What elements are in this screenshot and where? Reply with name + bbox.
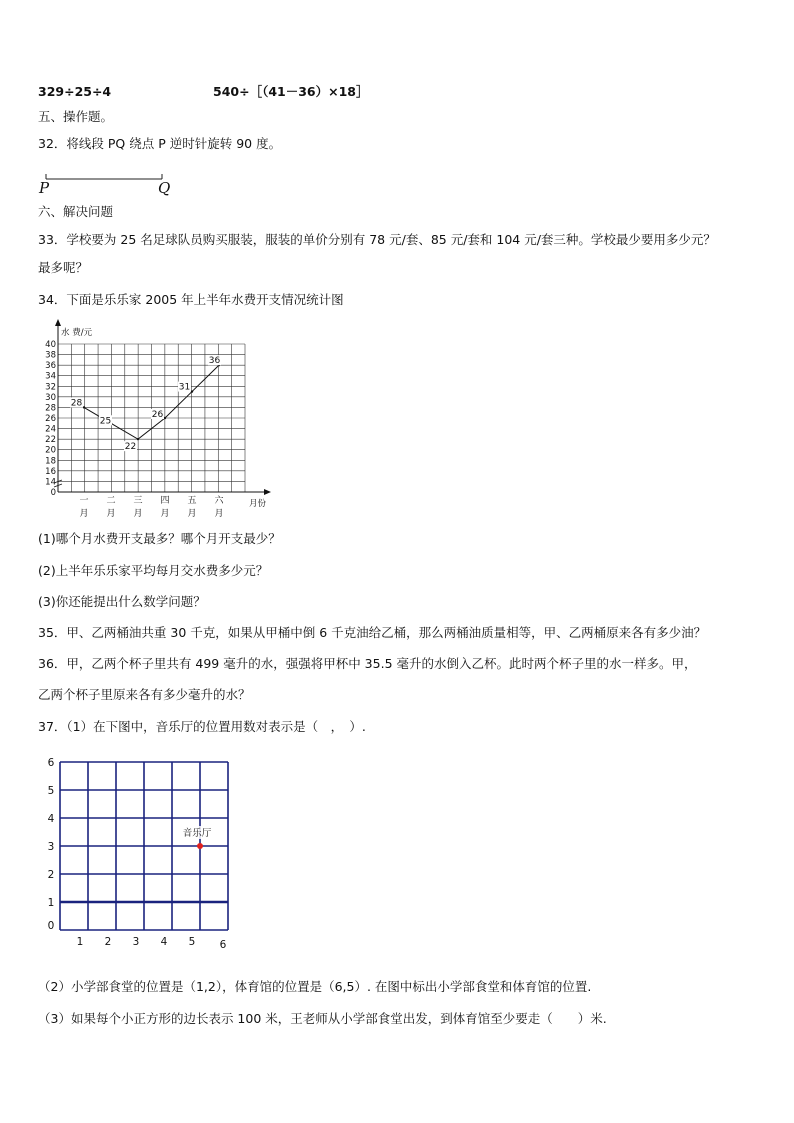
chart-data-point <box>137 438 139 440</box>
question-32: 32．将线段 PQ 绕点 P 逆时针旋转 90 度。 <box>38 136 282 151</box>
grid-y-label: 4 <box>47 813 55 825</box>
chart-y-tick-label: 26 <box>45 414 56 424</box>
section-6-heading: 六、解决问题 <box>38 204 114 219</box>
concert-hall-label: 音乐厅 <box>182 828 212 839</box>
chart-y-tick-label: 20 <box>45 445 56 456</box>
question-36-line1: 36．甲，乙两个杯子里共有 499 毫升的水，强强将甲杯中 35.5 毫升的水倒入乙杯。此时两个杯子里的水一样多。甲， <box>38 656 697 671</box>
grid-x-label: 3 <box>132 936 140 948</box>
chart-x-tick-label-bottom: 月 <box>133 509 143 519</box>
chart-y-axis-title: 水 费/元 <box>61 328 93 338</box>
grid-x-label: 1 <box>76 936 84 948</box>
grid-y-label: 2 <box>47 869 55 881</box>
chart-data-label: 22 <box>124 442 137 453</box>
chart-data-label: 36 <box>208 356 221 367</box>
question-34: 34．下面是乐乐家 2005 年上半年水费开支情况统计图 <box>38 292 344 307</box>
chart-x-tick-label-top: 一 <box>79 496 89 506</box>
chart-y-tick-label: 16 <box>45 466 56 477</box>
chart-x-axis-title: 月份 <box>249 499 267 509</box>
grid-y-label: 1 <box>47 897 55 909</box>
chart-x-tick-label-bottom: 月 <box>214 509 224 519</box>
chart-data-point <box>83 406 85 408</box>
segment-pq-figure <box>38 168 178 198</box>
chart-y-tick-label: 22 <box>45 435 56 446</box>
question-35: 35．甲、乙两桶油共重 30 千克，如果从甲桶中倒 6 千克油给乙桶，那么两桶油质量相等，甲、乙两桶原来各有多少油？ <box>38 625 707 640</box>
chart-y-tick-label: 40 <box>45 340 56 350</box>
question-33-line1: 33．学校要为 25 名足球队员购买服装，服装的单价分别有 78 元/套、85 元/套和 104 元/套三种。学校最少要用多少元？ <box>38 232 716 247</box>
question-37-part2: （2）小学部食堂的位置是（1,2），体育馆的位置是（6,5）. 在图中标出小学部食堂和体育馆的位置. <box>38 979 592 994</box>
chart-y-tick-label: 18 <box>45 456 56 467</box>
question-33-line2: 最多呢？ <box>38 260 89 275</box>
point-q-label: Q <box>158 179 171 197</box>
chart-data-label: 28 <box>70 398 83 409</box>
chart-x-tick-label-top: 四 <box>160 496 170 506</box>
chart-data-point <box>164 417 166 419</box>
expression-1: 329÷25÷4 <box>38 84 112 99</box>
chart-x-tick-label-bottom: 月 <box>160 509 170 519</box>
question-34-part1: (1)哪个月水费开支最多？哪个月开支最少？ <box>38 531 281 546</box>
grid-x-label: 6 <box>219 939 227 951</box>
chart-x-arrow <box>264 489 271 495</box>
chart-data-label: 26 <box>151 410 164 420</box>
coordinate-grid-map <box>40 752 240 958</box>
chart-y-tick-label: 36 <box>45 361 56 372</box>
chart-data-label: 31 <box>178 382 191 393</box>
question-36-line2: 乙两个杯子里原来各有多少毫升的水？ <box>38 687 251 702</box>
grid-y-label: 6 <box>47 757 55 769</box>
chart-x-tick-label-top: 五 <box>187 496 197 506</box>
chart-x-tick-label-top: 六 <box>214 496 224 506</box>
chart-y-tick-label: 32 <box>45 382 56 393</box>
water-fee-line-chart <box>38 318 288 522</box>
grid-y-label: 5 <box>47 785 55 797</box>
chart-data-label: 25 <box>99 416 112 427</box>
expression-2: 540÷［（41－36）×18］ <box>213 84 369 99</box>
chart-x-tick-label-bottom: 月 <box>106 509 116 519</box>
chart-y-tick-label: 24 <box>45 424 56 435</box>
chart-data-point <box>191 390 193 392</box>
grid-y-label: 0 <box>47 920 55 932</box>
chart-y-tick-label: 28 <box>45 403 56 414</box>
point-p-label: P <box>39 179 50 197</box>
chart-x-tick-label-bottom: 月 <box>187 509 197 519</box>
chart-y-tick-label: 38 <box>45 350 56 361</box>
question-34-part2: (2)上半年乐乐家平均每月交水费多少元？ <box>38 563 269 578</box>
grid-x-label: 4 <box>160 936 168 948</box>
grid-x-label: 2 <box>104 936 112 948</box>
section-5-heading: 五、操作题。 <box>38 109 114 124</box>
chart-y-arrow <box>55 319 61 326</box>
chart-x-tick-label-bottom: 月 <box>79 509 89 519</box>
question-34-part3: (3)你还能提出什么数学问题？ <box>38 594 206 609</box>
chart-x-tick-label-top: 三 <box>133 496 143 506</box>
concert-hall-marker <box>197 843 203 849</box>
grid-y-label: 3 <box>47 841 55 853</box>
chart-y-tick-label: 34 <box>45 371 56 382</box>
chart-y-tick-label: 0 <box>50 488 56 498</box>
chart-x-tick-label-top: 二 <box>106 496 116 506</box>
question-37-part1: 37．（1）在下图中，音乐厅的位置用数对表示是（ ， ）. <box>38 719 366 734</box>
grid-x-label: 5 <box>188 936 196 948</box>
chart-y-tick-label: 30 <box>45 392 56 403</box>
question-37-part3: （3）如果每个小正方形的边长表示 100 米，王老师从小学部食堂出发，到体育馆至少要走（ ）米. <box>38 1011 607 1026</box>
chart-y-tick-label: 14 <box>45 477 56 488</box>
